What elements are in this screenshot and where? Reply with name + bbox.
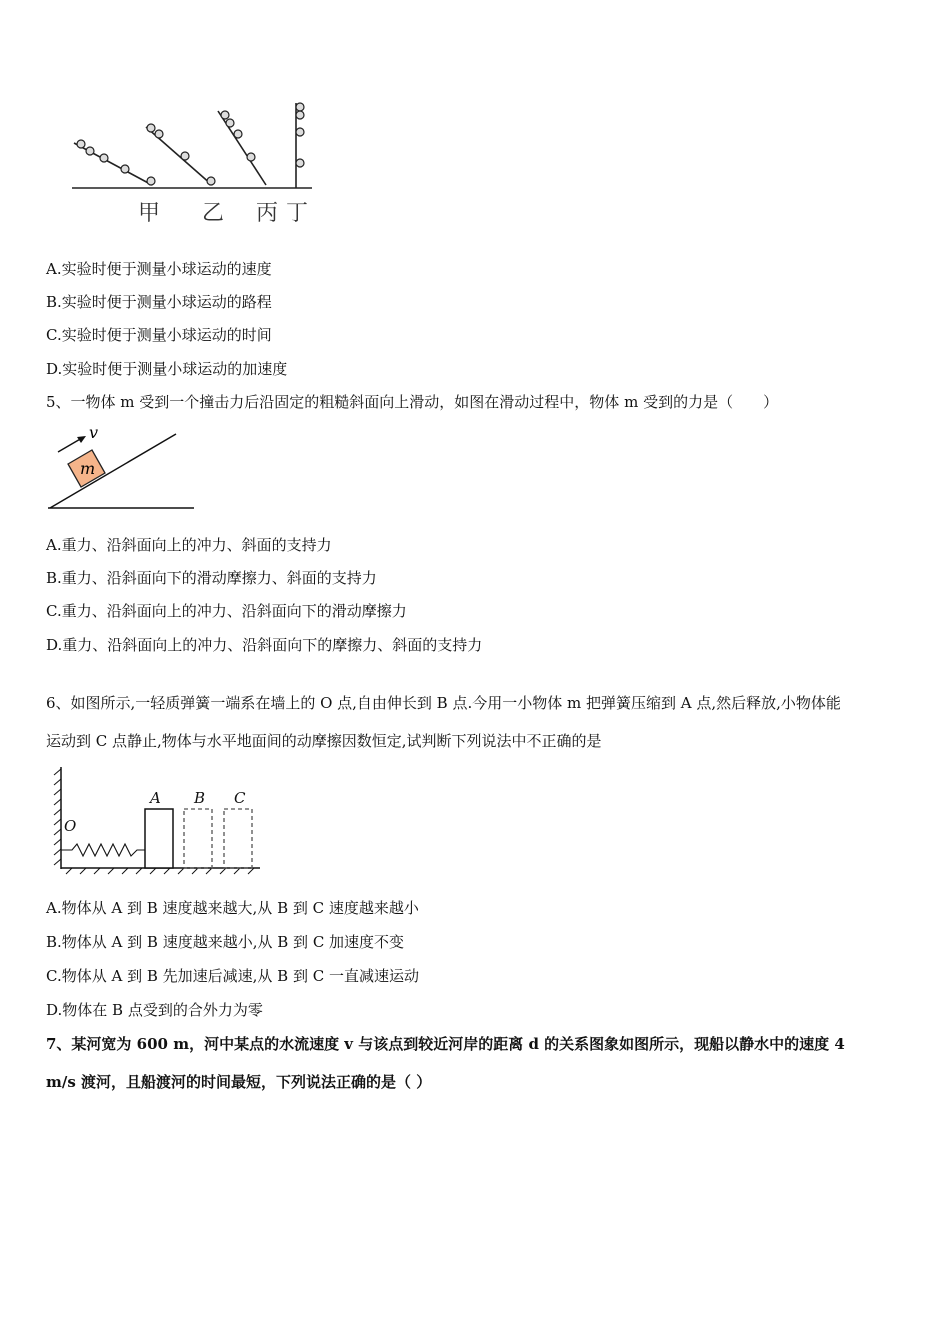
ball — [121, 165, 129, 173]
q6-option-a: A.物体从 A 到 B 速度越来越大,从 B 到 C 速度越来越小 — [46, 899, 419, 917]
q6-option-c: C.物体从 A 到 B 先加速后减速,从 B 到 C 一直减速运动 — [46, 967, 419, 985]
ball — [296, 103, 304, 111]
ball — [226, 119, 234, 127]
floor-hatch — [66, 868, 254, 874]
ball — [296, 111, 304, 119]
q6-stem-line2: 运动到 C 点静止,物体与水平地面间的动摩擦因数恒定,试判断下列说法中不正确的是 — [46, 732, 602, 750]
track-jia — [74, 143, 152, 185]
track-bing — [218, 111, 266, 185]
ball — [100, 154, 108, 162]
q4-option-a: A.实验时便于测量小球运动的速度 — [46, 260, 272, 278]
q4-option-c: C.实验时便于测量小球运动的时间 — [46, 326, 272, 344]
ball — [77, 140, 85, 148]
inclines-figure — [60, 95, 330, 235]
block-at-a — [145, 809, 173, 868]
ball — [181, 152, 189, 160]
ball — [296, 159, 304, 167]
velocity-label: v — [89, 423, 99, 442]
q6-option-b: B.物体从 A 到 B 速度越来越小,从 B 到 C 加速度不变 — [46, 933, 405, 951]
q5-option-a: A.重力、沿斜面向上的冲力、斜面的支持力 — [46, 536, 332, 554]
q6-option-d: D.物体在 B 点受到的合外力为零 — [46, 1001, 263, 1019]
wall-hatch — [54, 769, 61, 865]
spring — [61, 844, 145, 856]
label-a: A — [150, 789, 161, 807]
ball — [247, 153, 255, 161]
ball — [234, 130, 242, 138]
label-bing: 丙 — [256, 201, 279, 226]
label-jia: 甲 — [138, 201, 161, 226]
q5-option-d: D.重力、沿斜面向上的冲力、沿斜面向下的摩擦力、斜面的支持力 — [46, 636, 483, 654]
incline-block-figure — [44, 420, 199, 515]
ball — [147, 124, 155, 132]
ball — [147, 177, 155, 185]
ball — [155, 130, 163, 138]
ball — [86, 147, 94, 155]
label-b: B — [194, 789, 206, 807]
label-ding: 丁 — [286, 201, 309, 226]
q4-option-b: B.实验时便于测量小球运动的路程 — [46, 293, 272, 311]
mass-label: m — [80, 459, 96, 478]
block-at-b — [184, 809, 212, 868]
label-o: O — [64, 817, 77, 835]
q7-stem-line2: m/s 渡河，且船渡河的时间最短，下列说法正确的是（ ） — [46, 1073, 432, 1091]
q7-stem-line1: 7、某河宽为 600 m，河中某点的水流速度 v 与该点到较近河岸的距离 d 的关系图象如图所示，现船以静水中的速度 4 — [46, 1035, 845, 1053]
q5-option-c: C.重力、沿斜面向上的冲力、沿斜面向下的滑动摩擦力 — [46, 602, 407, 620]
q5-stem: 5、一物体 m 受到一个撞击力后沿固定的粗糙斜面向上滑动，如图在滑动过程中，物体 m 受到的力是（ ） — [46, 393, 779, 411]
q6-stem-line1: 6、如图所示,一轻质弹簧一端系在墙上的 O 点,自由伸长到 B 点.今用一小物体 m 把弹簧压缩到 A 点,然后释放,小物体能 — [46, 694, 841, 712]
ball — [296, 128, 304, 136]
spring-figure — [50, 765, 265, 875]
q5-option-b: B.重力、沿斜面向下的滑动摩擦力、斜面的支持力 — [46, 569, 377, 587]
ball — [221, 111, 229, 119]
label-c: C — [234, 789, 246, 807]
ball — [207, 177, 215, 185]
block-at-c — [224, 809, 252, 868]
velocity-arrow — [58, 438, 82, 452]
q4-option-d: D.实验时便于测量小球运动的加速度 — [46, 360, 288, 378]
label-yi: 乙 — [202, 201, 225, 226]
